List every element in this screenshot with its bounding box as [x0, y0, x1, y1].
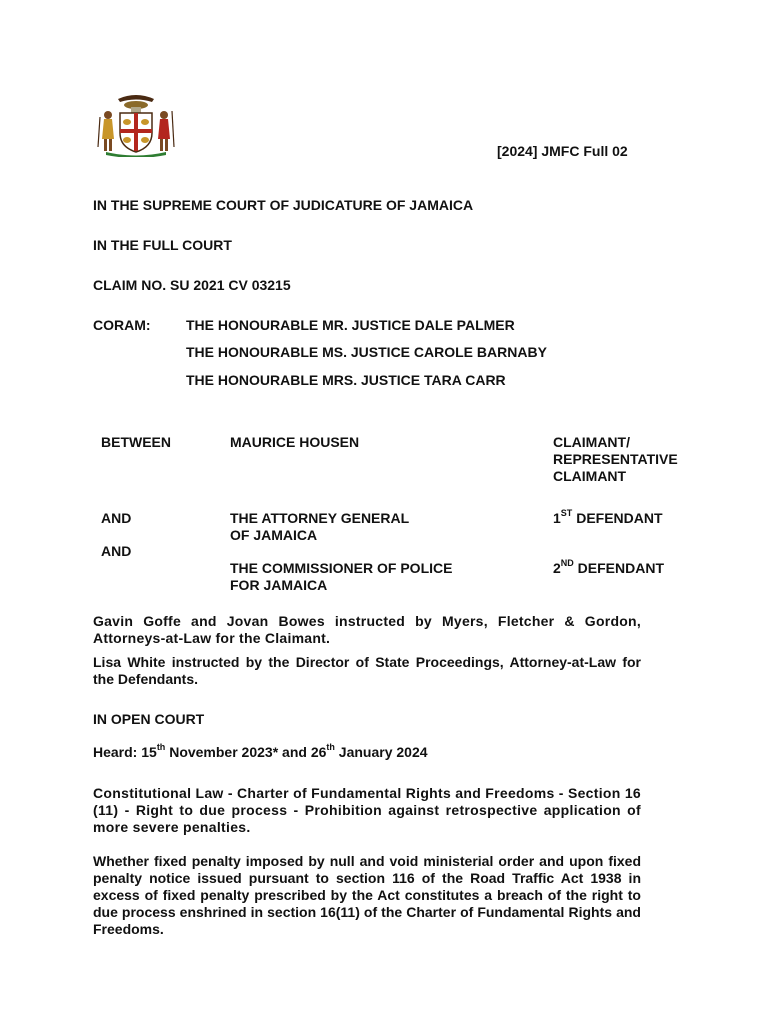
role-line: REPRESENTATIVE — [553, 451, 678, 467]
between-label: BETWEEN — [101, 434, 171, 450]
role-line: CLAIMANT — [553, 468, 627, 484]
ordinal-suffix: th — [326, 742, 335, 753]
court-division: IN THE FULL COURT — [93, 237, 232, 253]
party-line: THE COMMISSIONER OF POLICE — [230, 560, 453, 576]
ordinal-suffix: ST — [560, 508, 573, 519]
subject-headnote: Constitutional Law - Charter of Fundamental Rights and Freedoms - Section 16 (11) - Right to due process - Prohibition against retrospective application of more severe penalties. — [93, 785, 641, 835]
first-defendant-name — [230, 510, 409, 544]
judge-name: THE HONOURABLE MS. JUSTICE CAROLE BARNABY — [186, 344, 547, 360]
heard-dates — [93, 744, 428, 761]
party-line: FOR JAMAICA — [230, 577, 328, 593]
claim-number: CLAIM NO. SU 2021 CV 03215 — [93, 277, 291, 293]
coat-of-arms-icon — [96, 89, 176, 157]
open-court-label: IN OPEN COURT — [93, 711, 205, 727]
heard-text: Heard: 15 — [93, 744, 157, 760]
role-text: DEFENDANT — [572, 510, 663, 526]
ordinal-suffix: th — [156, 742, 166, 753]
claimant-role — [553, 434, 678, 485]
role-line: CLAIMANT/ — [553, 434, 630, 450]
claimant-name: MAURICE HOUSEN — [230, 434, 360, 450]
ordinal-number: 1 — [553, 510, 561, 526]
and-label: AND — [101, 543, 132, 559]
citation: [2024] JMFC Full 02 — [497, 143, 628, 159]
judge-name: THE HONOURABLE MR. JUSTICE DALE PALMER — [186, 317, 515, 333]
judge-name: THE HONOURABLE MRS. JUSTICE TARA CARR — [186, 372, 506, 388]
first-defendant-role — [553, 510, 663, 527]
coram-label: CORAM: — [93, 317, 151, 333]
party-line: OF JAMAICA — [230, 527, 318, 543]
issue-headnote: Whether fixed penalty imposed by null and void ministerial order and upon fixed penalty notice issued pursuant to section 116 of the Road Traffic Act 1938 in excess of fixed penalty prescribed by the Act constitutes a breach of the right to due process enshrined in section 16(11) of the Charter of Fundamental Rights and Freedoms. — [93, 853, 641, 937]
second-defendant-name — [230, 560, 452, 594]
role-text: DEFENDANT — [573, 560, 665, 576]
court-name: IN THE SUPREME COURT OF JUDICATURE OF JAMAICA — [93, 197, 474, 213]
and-label: AND — [101, 510, 132, 526]
defendant-counsel: Lisa White instructed by the Director of State Proceedings, Attorney-at-Law for the Defendants. — [93, 654, 641, 687]
second-defendant-role — [553, 560, 664, 577]
ordinal-number: 2 — [553, 560, 561, 576]
heard-text: November 2023* and 26 — [165, 744, 327, 760]
ordinal-suffix: ND — [560, 558, 574, 569]
claimant-counsel: Gavin Goffe and Jovan Bowes instructed by Myers, Fletcher & Gordon, Attorneys-at-Law for the Claimant. — [93, 613, 641, 646]
heard-text: January 2024 — [334, 744, 428, 760]
party-line: THE ATTORNEY GENERAL — [230, 510, 410, 526]
